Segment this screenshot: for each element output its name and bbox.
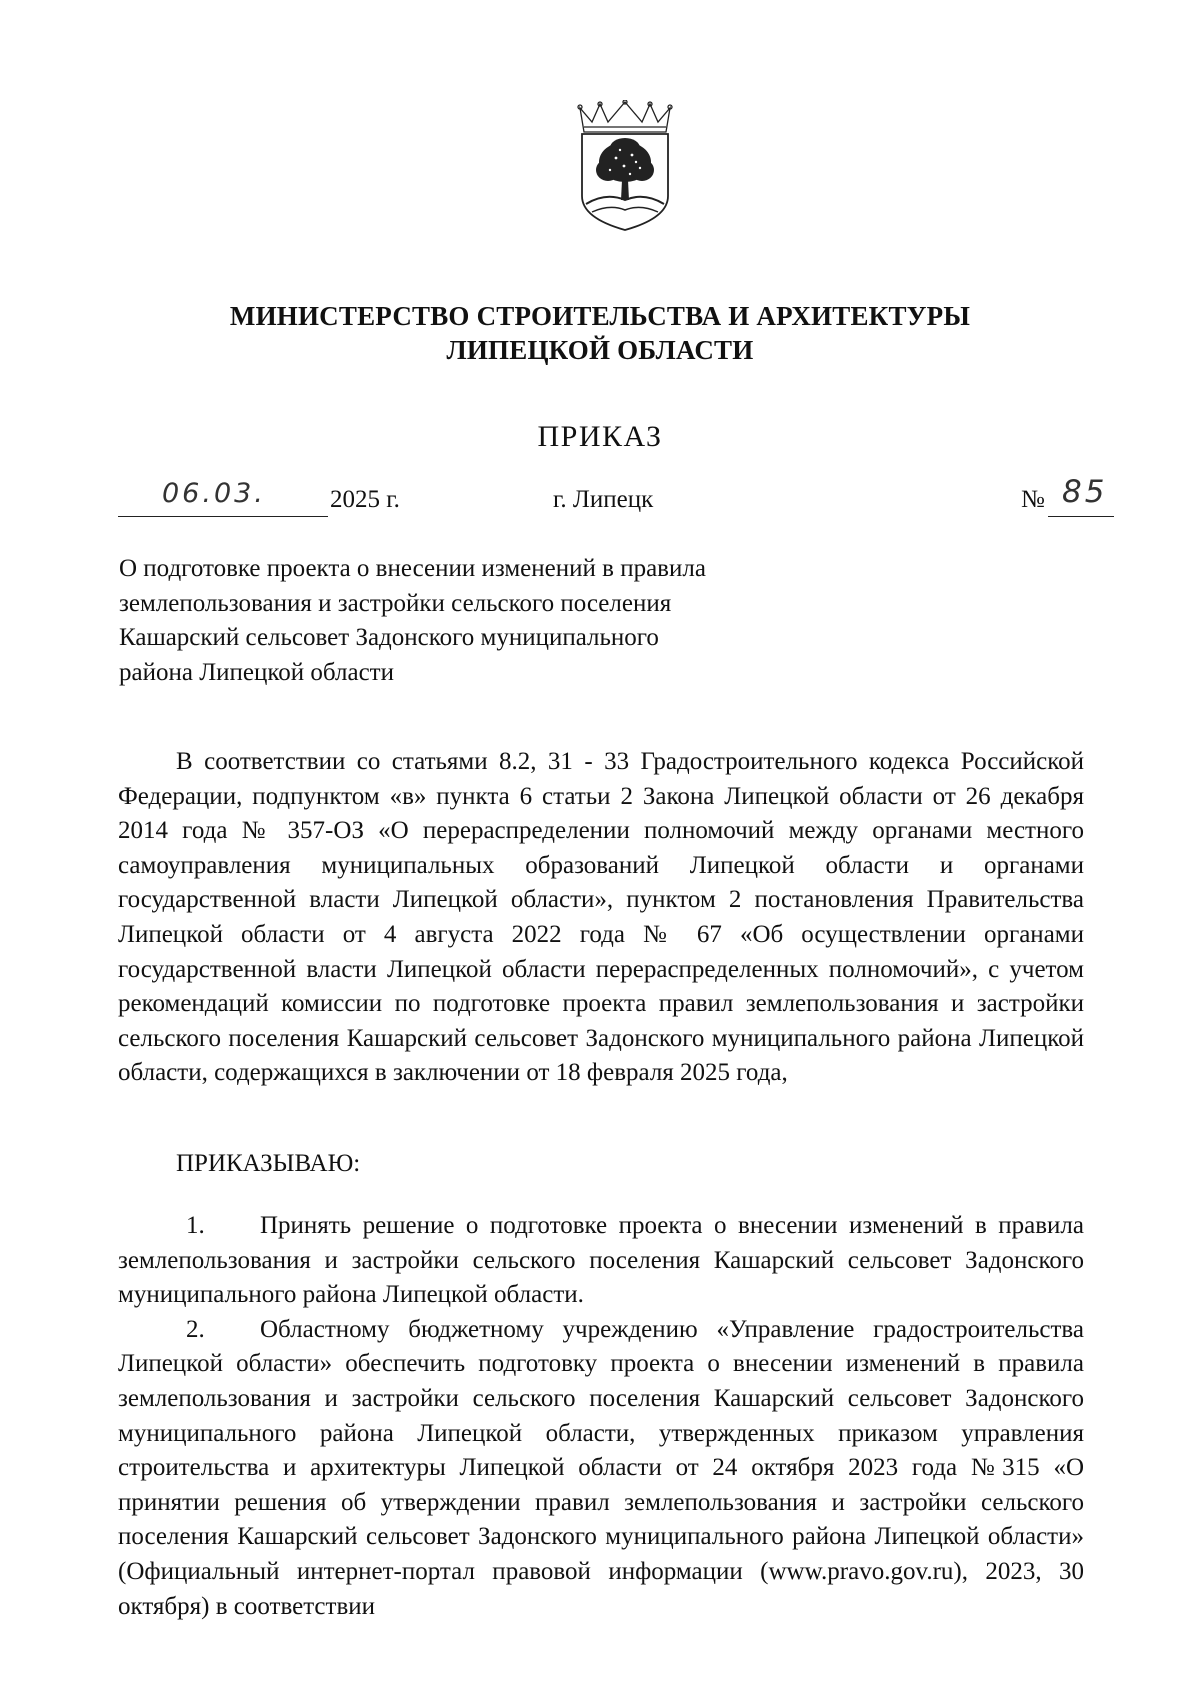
- preamble-paragraph: В соответствии со статьями 8.2, 31 - 33 Градостроительного кодекса Российской Федерации, подпунктом «в» пункта 6 статьи 2 Закона Липецкой области от 26 декабря 2014 года № 357-ОЗ «О перераспределении полномочий между органами местного самоуправления муниципальных образований Липецкой области и органами государственной власти Липецкой области», пунктом 2 постановления Правительства Липецкой области от 4 августа 2022 года № 67 «Об осуществлении органами государственной власти Липецкой области перераспределенных полномочий», с учетом рекомендаций комиссии по подготовке проекта правил землепользования и застройки сельского поселения Кашарский сельсовет Задонского муниципального района Липецкой области, содержащихся в заключении от 18 февраля 2025 года,: [118, 748, 1084, 1087]
- order-item-number: 1.: [186, 1212, 205, 1239]
- order-item-text: Областному бюджетному учреждению «Управление градостроительства Липецкой области» обеспечить подготовку проекта о внесении изменений в правила землепользования и застройки сельского поселения Кашарский сельсовет Задонского муниципального района Липецкой области, утвержденных приказом управления строительства и архитектуры Липецкой области от 24 октября 2023 года №315 «О принятии решения об утверждении правил землепользования и застройки сельского поселения Кашарский сельсовет Задонского муниципального района Липецкой области» (Официальный интернет-портал правовой информации (www.pravo.gov.ru), 2023, 30 октября) в соответствии: [118, 1315, 1084, 1620]
- document-type-title: ПРИКАЗ: [537, 420, 663, 453]
- order-item: [118, 1209, 1084, 1313]
- order-items: [118, 1209, 1084, 1624]
- order-item: [118, 1313, 1084, 1624]
- lipetsk-coat-of-arms-icon: [570, 100, 680, 234]
- order-subject: О подготовке проекта о внесении изменений в правила землепользования и застройки сельского поселения Кашарский сельсовет Задонского муниципального района Липецкой области: [119, 555, 706, 686]
- document-year: 2025 г.: [330, 486, 400, 513]
- document-city: г. Липецк: [553, 486, 654, 513]
- order-item-number: 2.: [186, 1315, 205, 1343]
- number-label: №: [1021, 486, 1045, 513]
- handwritten-number: 85: [1062, 474, 1108, 510]
- handwritten-date: 06.03.: [162, 478, 266, 509]
- date-underline: [118, 516, 328, 517]
- order-item-text: Принять решение о подготовке проекта о внесении изменений в правила землепользования и застройки сельского поселения Кашарский сельсовет Задонского муниципального района Липецкой области.: [118, 1212, 1084, 1309]
- ministry-name-line1: МИНИСТЕРСТВО СТРОИТЕЛЬСТВА И АРХИТЕКТУРЫ: [229, 301, 971, 331]
- ministry-name-line2: ЛИПЕЦКОЙ ОБЛАСТИ: [446, 335, 754, 365]
- number-underline: [1048, 516, 1114, 517]
- order-directive-word: ПРИКАЗЫВАЮ:: [176, 1150, 361, 1177]
